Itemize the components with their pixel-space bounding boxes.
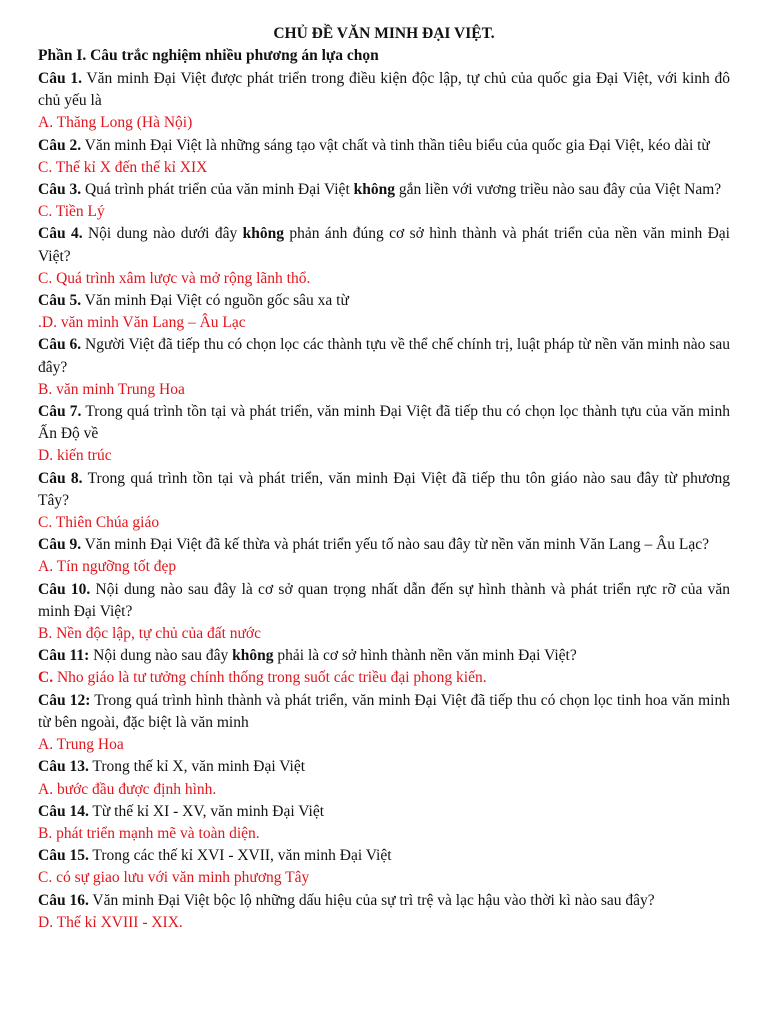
question-body: Trong các thế kỉ XVI - XVII, văn minh Đại Việt: [88, 847, 392, 865]
question-body: Văn minh Đại Việt là những sáng tạo vật chất và tinh thần tiêu biểu của quốc gia Đại Việt, kéo dài từ: [81, 136, 710, 154]
answer-body: Nho giáo là tư tưởng chính thống trong suốt các triều đại phong kiến.: [53, 669, 487, 687]
question-label: Câu 10.: [38, 580, 91, 598]
answer-text: D. kiến trúc: [38, 447, 112, 465]
question-body: Quá trình phát triển của văn minh Đại Việt: [81, 181, 354, 199]
question-label: Câu 7.: [38, 403, 82, 421]
question-label: Câu 2.: [38, 136, 82, 154]
question-body: Văn minh Đại Việt đã kế thừa và phát triển yếu tố nào sau đây từ nền văn minh Văn Lang – Âu Lạc?: [81, 536, 710, 554]
answer-text: C. Thiên Chúa giáo: [38, 514, 160, 532]
question-body: Nội dung nào dưới đây: [82, 225, 243, 243]
question-text: [38, 579, 730, 623]
question-text: [38, 135, 730, 157]
question-label: Câu 13.: [38, 758, 89, 776]
question-body: Trong quá trình tồn tại và phát triển, văn minh Đại Việt đã tiếp thu tôn giáo nào sau đây từ phương Tây?: [38, 469, 730, 509]
question-label: Câu 12:: [38, 691, 91, 709]
question-text: [38, 890, 730, 912]
question-text: [38, 756, 730, 778]
question-text: [38, 801, 730, 823]
answer-text: B. phát triển mạnh mẽ và toàn diện.: [38, 824, 260, 842]
question-list: [38, 68, 730, 934]
question-text: [38, 845, 730, 867]
question-text: [38, 690, 730, 734]
question-text: [38, 68, 730, 112]
question-text: [38, 401, 730, 445]
question-body: Người Việt đã tiếp thu có chọn lọc các thành tựu về thể chế chính trị, luật pháp từ nền văn minh nào sau đây?: [38, 336, 730, 376]
question-body: Nội dung nào sau đây là cơ sở quan trọng nhất dẫn đến sự hình thành và phát triển rực rỡ của văn minh Đại Việt?: [38, 580, 730, 620]
emphasis-word: không: [242, 225, 285, 243]
question-body: Văn minh Đại Việt có nguồn gốc sâu xa từ: [81, 292, 349, 310]
question-body: Trong quá trình hình thành và phát triển, văn minh Đại Việt đã tiếp thu có chọn lọc tinh hoa văn minh từ bên ngoài, đặc biệt là văn minh: [38, 691, 730, 731]
answer-text: [38, 667, 730, 689]
section-heading: Phần I. Câu trắc nghiệm nhiều phương án lựa chọn: [38, 47, 379, 64]
question-body: Trong thế kỉ X, văn minh Đại Việt: [88, 758, 306, 776]
page-title: CHỦ ĐỀ VĂN MINH ĐẠI VIỆT.: [273, 25, 495, 42]
question-label: Câu 6.: [38, 336, 82, 354]
emphasis-word: không: [232, 647, 274, 665]
answer-text: C. có sự giao lưu với văn minh phương Tây: [38, 869, 310, 887]
question-text: [38, 534, 730, 556]
question-body: Văn minh Đại Việt được phát triển trong điều kiện độc lập, tự chủ của quốc gia Đại Việt, với kinh đô chủ yếu là: [38, 70, 730, 110]
answer-text: D. Thế kỉ XVIII - XIX.: [38, 913, 183, 931]
question-body-cont: phải là cơ sở hình thành nền văn minh Đại Việt?: [273, 647, 577, 665]
question-label: Câu 5.: [38, 292, 82, 310]
answer-text: C. Thế kỉ X đến thế kỉ XIX: [38, 158, 208, 176]
question-label: Câu 3.: [38, 181, 82, 199]
answer-text: A. bước đầu được định hình.: [38, 780, 217, 798]
question-text: [38, 645, 730, 667]
answer-text: A. Tín ngưỡng tốt đẹp: [38, 558, 177, 576]
question-text: [38, 334, 730, 378]
answer-text: C. Quá trình xâm lược và mở rộng lãnh thổ.: [38, 269, 311, 287]
question-text: [38, 223, 730, 267]
answer-text: .D. văn minh Văn Lang – Âu Lạc: [38, 314, 246, 332]
answer-text: A. Thăng Long (Hà Nội): [38, 114, 193, 132]
question-label: Câu 8.: [38, 469, 83, 487]
question-text: [38, 179, 730, 201]
answer-text: A. Trung Hoa: [38, 736, 124, 754]
answer-letter: C.: [38, 669, 54, 687]
question-body-cont: gắn liền với vương triều nào sau đây của Việt Nam?: [395, 181, 722, 199]
question-body: Nội dung nào sau đây: [89, 647, 233, 665]
emphasis-word: không: [353, 181, 395, 199]
question-label: Câu 14.: [38, 802, 89, 820]
question-text: [38, 468, 730, 512]
answer-text: B. Nền độc lập, tự chủ của đất nước: [38, 625, 261, 643]
question-label: Câu 11:: [38, 647, 90, 665]
question-body: Trong quá trình tồn tại và phát triển, văn minh Đại Việt đã tiếp thu có chọn lọc thành tựu của văn minh Ấn Độ về: [38, 403, 730, 443]
question-body: Từ thế kỉ XI - XV, văn minh Đại Việt: [88, 802, 325, 820]
question-label: Câu 9.: [38, 536, 82, 554]
question-label: Câu 4.: [38, 225, 83, 243]
question-text: [38, 290, 730, 312]
question-label: Câu 1.: [38, 70, 82, 87]
answer-text: C. Tiền Lý: [38, 203, 105, 221]
question-body-cont: phản ánh đúng cơ sở hình thành và phát triển của nền văn minh Đại Việt?: [38, 225, 730, 265]
question-label: Câu 16.: [38, 891, 89, 909]
question-body: Văn minh Đại Việt bộc lộ những dấu hiệu của sự trì trệ và lạc hậu vào thời kì nào sau đây?: [88, 891, 655, 909]
question-label: Câu 15.: [38, 847, 89, 865]
answer-text: B. văn minh Trung Hoa: [38, 380, 185, 398]
